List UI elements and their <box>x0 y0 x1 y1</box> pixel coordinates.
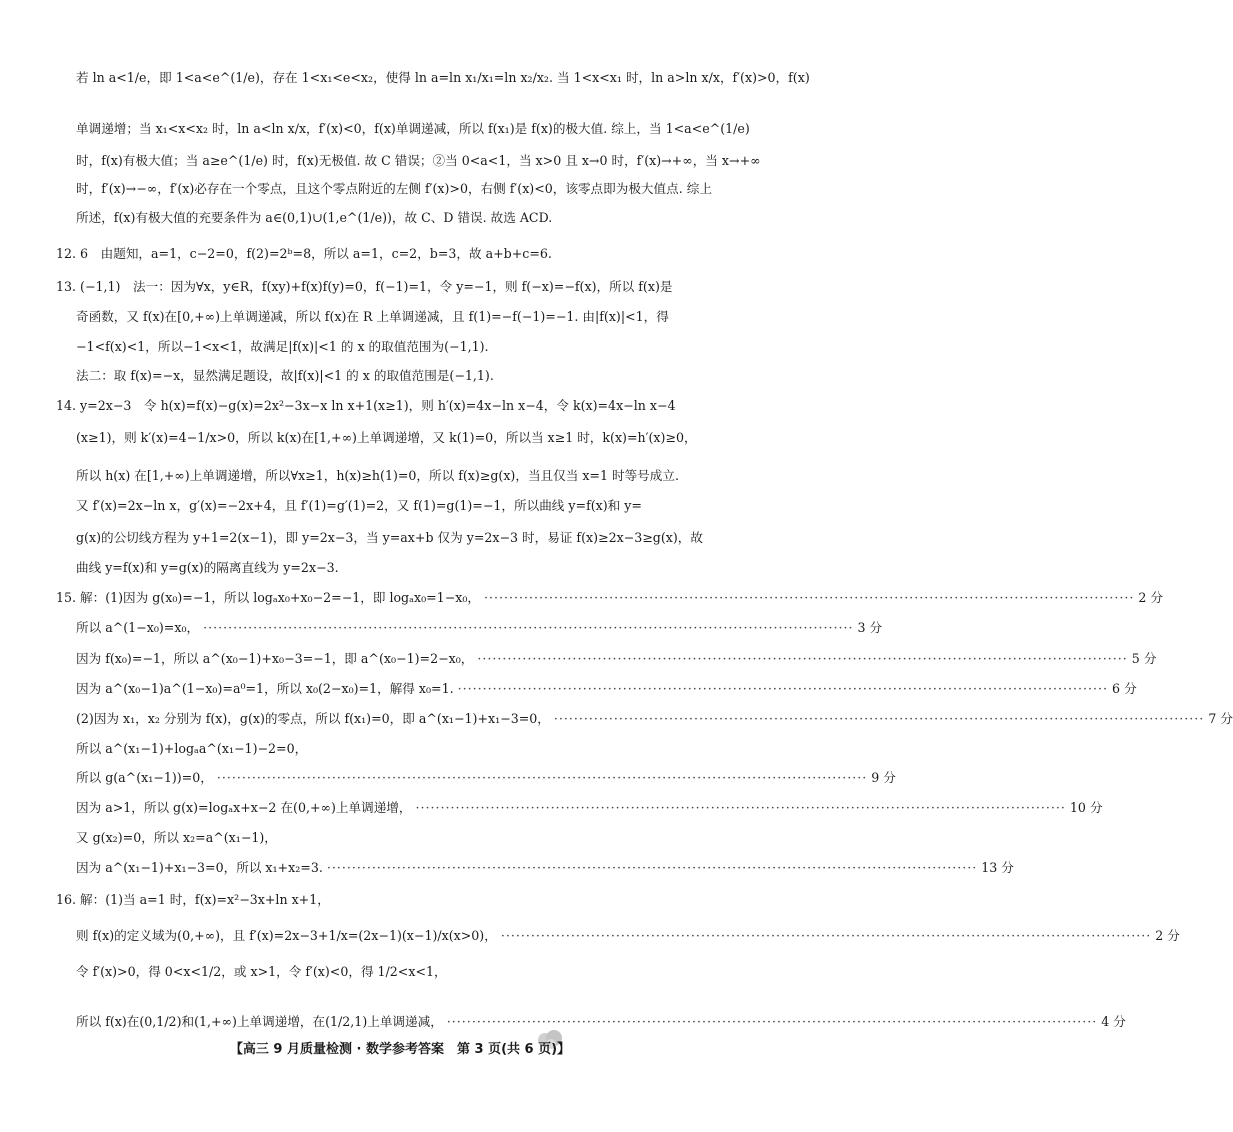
scored-line <box>76 798 1103 818</box>
answer-line: 曲线 y=f(x)和 y=g(x)的隔离直线为 y=2x−3. <box>76 560 339 575</box>
dot-leader: ·································································································································· <box>477 651 1128 666</box>
answer-line: 又 f′(x)=2x−ln x，g′(x)=−2x+4，且 f′(1)=g′(1)=2，又 f(1)=g(1)=−1，所以曲线 y=f(x)和 y= <box>76 498 642 513</box>
score-points: 2 分 <box>1138 590 1164 605</box>
score-points: 9 分 <box>871 770 896 785</box>
answer-line-q14: 14. y=2x−3 令 h(x)=f(x)−g(x)=2x²−3x−x ln x+1(x≥1)，则 h′(x)=4x−ln x−4，令 k(x)=4x−ln x−4 <box>56 398 676 413</box>
answer-line: (x≥1)，则 k′(x)=4−1/x>0，所以 k(x)在[1,+∞)上单调递增，又 k(1)=0，所以当 x≥1 时，k(x)=h′(x)≥0， <box>76 430 697 445</box>
answer-line: 时，f′(x)→−∞，f′(x)必存在一个零点，且这个零点附近的左侧 f′(x)>0，右侧 f′(x)<0，该零点即为极大值点. 综上 <box>76 181 712 196</box>
answer-line: 法二：取 f(x)=−x，显然满足题设，故|f(x)|<1 的 x 的取值范围是(−1,1). <box>76 368 494 383</box>
answer-line: −1<f(x)<1，所以−1<x<1，故满足|f(x)|<1 的 x 的取值范围为(−1,1). <box>76 339 489 354</box>
dot-leader: ·································································································································· <box>216 770 868 785</box>
score-points: 3 分 <box>857 620 883 635</box>
answer-line-q12: 12. 6 由题知，a=1，c−2=0，f(2)=2ᵇ=8，所以 a=1，c=2，b=3，故 a+b+c=6. <box>56 246 552 261</box>
solution-step-text: 所以 f(x)在(0,1/2)和(1,+∞)上单调递增，在(1/2,1)上单调递减， <box>76 1014 443 1029</box>
score-points: 4 分 <box>1101 1014 1126 1029</box>
score-points: 7 分 <box>1208 711 1233 726</box>
dot-leader: ·································································································································· <box>484 590 1135 605</box>
score-points: 6 分 <box>1112 681 1137 696</box>
solution-step-text: (2)因为 x₁，x₂ 分别为 f(x)，g(x)的零点，所以 f(x₁)=0，即 a^(x₁−1)+x₁−3=0， <box>76 711 550 726</box>
answer-line: 所述，f(x)有极大值的充要条件为 a∈(0,1)∪(1,e^(1/e))，故 C、D 错误. 故选 ACD. <box>76 210 553 225</box>
solution-step-text: 因为 f(x₀)=−1，所以 a^(x₀−1)+x₀−3=−1，即 a^(x₀−1)=2−x₀， <box>76 651 474 666</box>
score-points: 10 分 <box>1069 800 1103 815</box>
scored-line <box>56 588 1164 608</box>
scored-line <box>76 768 896 788</box>
solution-step-text: 15. 解：(1)因为 g(x₀)=−1，所以 logₐx₀+x₀−2=−1，即 logₐx₀=1−x₀， <box>56 590 480 605</box>
scored-line <box>76 709 1233 729</box>
score-points: 2 分 <box>1155 928 1180 943</box>
solution-step-text: 16. 解：(1)当 a=1 时，f(x)=x²−3x+ln x+1， <box>56 892 330 907</box>
solution-step-text: 因为 a^(x₁−1)+x₁−3=0，所以 x₁+x₂=3. <box>76 860 323 875</box>
dot-leader: ·································································································································· <box>415 800 1066 815</box>
scored-line <box>76 858 1014 878</box>
dot-leader: ·································································································································· <box>326 860 978 875</box>
score-points: 13 分 <box>981 860 1014 875</box>
scored-line <box>76 649 1157 669</box>
dot-leader: ·································································································································· <box>553 711 1205 726</box>
solution-step-text: 因为 a>1，所以 g(x)=logₐx+x−2 在(0,+∞)上单调递增， <box>76 800 412 815</box>
answer-line: 若 ln a<1/e，即 1<a<e^(1/e)，存在 1<x₁<e<x₂，使得 ln a=ln x₁/x₁=ln x₂/x₂. 当 1<x<x₁ 时，ln a>ln x/x，f′(x)>0，f(x) <box>76 70 810 85</box>
solution-step-text: 所以 a^(1−x₀)=x₀， <box>76 620 200 635</box>
answer-line: g(x)的公切线方程为 y+1=2(x−1)，即 y=2x−3，当 y=ax+b 仅为 y=2x−3 时，易证 f(x)≥2x−3≥g(x)，故 <box>76 530 703 545</box>
solution-step-text: 因为 a^(x₀−1)a^(1−x₀)=a⁰=1，所以 x₀(2−x₀)=1，解得 x₀=1. <box>76 681 454 696</box>
answer-line: 单调递增；当 x₁<x<x₂ 时，ln a<ln x/x，f′(x)<0，f(x)单调递减，所以 f(x₁)是 f(x)的极大值. 综上，当 1<a<e^(1/e) <box>76 121 750 136</box>
solution-step-text: 所以 a^(x₁−1)+logₐa^(x₁−1)−2=0， <box>76 741 308 756</box>
answer-line: 奇函数，又 f(x)在[0,+∞)上单调递减，所以 f(x)在 R 上单调递减，且 f(1)=−f(−1)=−1. 由|f(x)|<1，得 <box>76 309 669 324</box>
scored-line <box>76 618 883 638</box>
dot-leader: ·································································································································· <box>457 681 1109 696</box>
scored-line <box>76 679 1137 699</box>
solution-step-text: 令 f′(x)>0，得 0<x<1/2，或 x>1，令 f′(x)<0，得 1/2<x<1， <box>76 964 447 979</box>
scored-line <box>76 1012 1126 1032</box>
dot-leader: ·································································································································· <box>446 1014 1098 1029</box>
answer-line: 所以 h(x) 在[1,+∞)上单调递增，所以∀x≥1，h(x)≥h(1)=0，所以 f(x)≥g(x)，当且仅当 x=1 时等号成立. <box>76 468 679 483</box>
solution-step-text: 所以 g(a^(x₁−1))=0， <box>76 770 213 785</box>
dot-leader: ·································································································································· <box>203 620 854 635</box>
answer-line-q13: 13. (−1,1) 法一：因为∀x，y∈R，f(xy)+f(x)f(y)=0，f(−1)=1，令 y=−1，则 f(−x)=−f(x)，所以 f(x)是 <box>56 279 673 294</box>
dot-leader: ·································································································································· <box>500 928 1152 943</box>
solution-step-text: 则 f(x)的定义域为(0,+∞)，且 f′(x)=2x−3+1/x=(2x−1)(x−1)/x(x>0)， <box>76 928 497 943</box>
page-footer: 【高三 9 月质量检测 · 数学参考答案 第 3 页(共 6 页)】 <box>229 1042 571 1057</box>
scored-line <box>76 926 1180 946</box>
score-points: 5 分 <box>1131 651 1157 666</box>
answer-line: 时，f(x)有极大值；当 a≥e^(1/e) 时，f(x)无极值. 故 C 错误；②当 0<a<1，当 x>0 且 x→0 时，f′(x)→+∞，当 x→+∞ <box>76 153 761 168</box>
solution-step-text: 又 g(x₂)=0，所以 x₂=a^(x₁−1)， <box>76 830 277 845</box>
